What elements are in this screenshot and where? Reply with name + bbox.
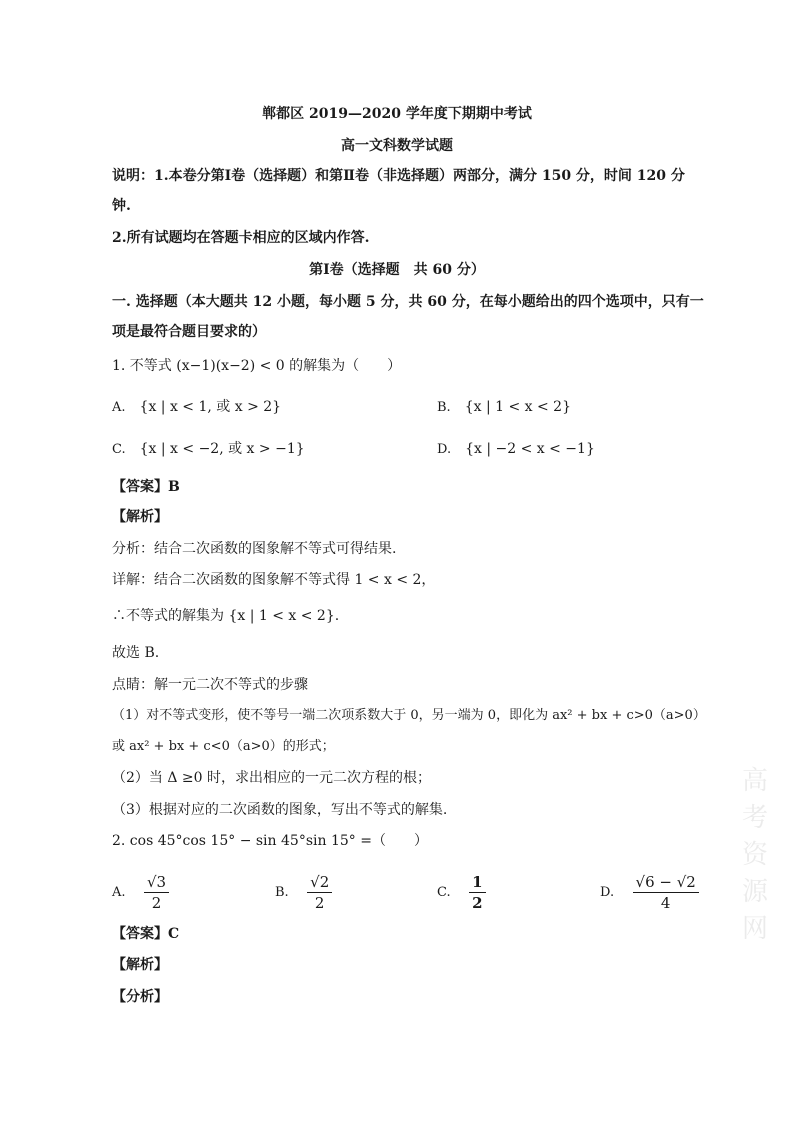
- denominator: 4: [660, 893, 671, 912]
- q1-analysis-line: 详解：结合二次函数的图象解不等式得 1 < x < 2，: [112, 572, 436, 588]
- option-text: {x | x < 1, 或 x > 2}: [139, 399, 282, 415]
- section-heading: 第Ⅰ卷（选择题 共 60 分）: [309, 262, 485, 278]
- instructions-line-2: 2.所有试题均在答题卡相应的区域内作答.: [112, 230, 370, 246]
- q1-analysis-line: 或 ax² + bx + c<0（a>0）的形式；: [112, 739, 335, 754]
- option-text: {x | −2 < x < −1}: [465, 441, 595, 457]
- option-label: C.: [112, 442, 126, 457]
- q2-option-d: [600, 870, 699, 915]
- q2-stem: 2. cos 45°cos 15° − sin 45°sin 15° =（ ）: [112, 833, 428, 849]
- option-label: C.: [437, 885, 451, 900]
- instructions-line-1-cont: 钟.: [112, 198, 131, 214]
- option-text: {x | x < −2, 或 x > −1}: [139, 441, 305, 457]
- option-label: D.: [600, 885, 615, 900]
- instructions-line-1: 说明：1.本卷分第Ⅰ卷（选择题）和第Ⅱ卷（非选择题）两部分，满分 150 分，时间 120 分: [112, 168, 685, 184]
- fraction: [469, 872, 485, 913]
- part-title-line-1: 一. 选择题（本大题共 12 小题，每小题 5 分，共 60 分，在每小题给出的四个选项中，只有一: [112, 294, 704, 310]
- numerator: 1: [469, 872, 485, 893]
- exam-subtitle: 高一文科数学试题: [341, 138, 453, 154]
- option-label: A.: [112, 885, 126, 900]
- option-label: B.: [275, 885, 289, 900]
- option-text: {x | 1 < x < 2}: [464, 399, 571, 415]
- option-label: A.: [112, 400, 126, 415]
- q1-answer: 【答案】B: [112, 479, 180, 495]
- option-label: B.: [437, 400, 451, 415]
- numerator: √3: [144, 872, 169, 893]
- numerator: √6 − √2: [633, 872, 699, 893]
- q2-option-c: [437, 870, 486, 915]
- watermark: 高考资源网: [742, 766, 771, 944]
- q1-analysis-heading: 【解析】: [112, 509, 168, 525]
- q2-analysis-heading: 【解析】: [112, 957, 168, 973]
- q2-option-b: [275, 870, 332, 915]
- q1-option-a: [112, 397, 281, 418]
- part-title-line-2: 项是最符合题目要求的）: [112, 324, 266, 340]
- exam-title: 郸都区 2019—2020 学年度下期期中考试: [262, 106, 532, 122]
- q2-answer: 【答案】C: [112, 926, 180, 942]
- fraction: [144, 872, 169, 913]
- denominator: 2: [151, 893, 162, 912]
- q1-option-d: [437, 439, 595, 460]
- fraction: [633, 872, 699, 913]
- q1-analysis-line: （1）对不等式变形，使不等号一端二次项系数大于 0，另一端为 0，即化为 ax² + bx + c>0（a>0）: [112, 708, 706, 723]
- fraction: [307, 872, 332, 913]
- q2-sub-heading: 【分析】: [112, 989, 168, 1005]
- q1-analysis-line: 分析：结合二次函数的图象解不等式可得结果.: [112, 541, 397, 557]
- option-label: D.: [437, 442, 452, 457]
- denominator: 2: [472, 893, 483, 912]
- q1-analysis-line: 故选 B.: [112, 645, 160, 661]
- q1-option-b: [437, 397, 571, 418]
- q1-stem: 1. 不等式 (x−1)(x−2) < 0 的解集为（ ）: [112, 358, 402, 374]
- numerator: √2: [307, 872, 332, 893]
- q1-option-c: [112, 439, 305, 460]
- q2-option-a: [112, 870, 169, 915]
- q1-analysis-line: ∴不等式的解集为 {x | 1 < x < 2}.: [112, 608, 340, 624]
- q1-analysis-line: （3）根据对应的二次函数的图象，写出不等式的解集.: [112, 802, 448, 818]
- q1-analysis-line: 点睛：解一元二次不等式的步骤: [112, 677, 308, 693]
- q1-analysis-line: （2）当 Δ ≥0 时，求出相应的一元二次方程的根；: [112, 770, 432, 786]
- denominator: 2: [314, 893, 325, 912]
